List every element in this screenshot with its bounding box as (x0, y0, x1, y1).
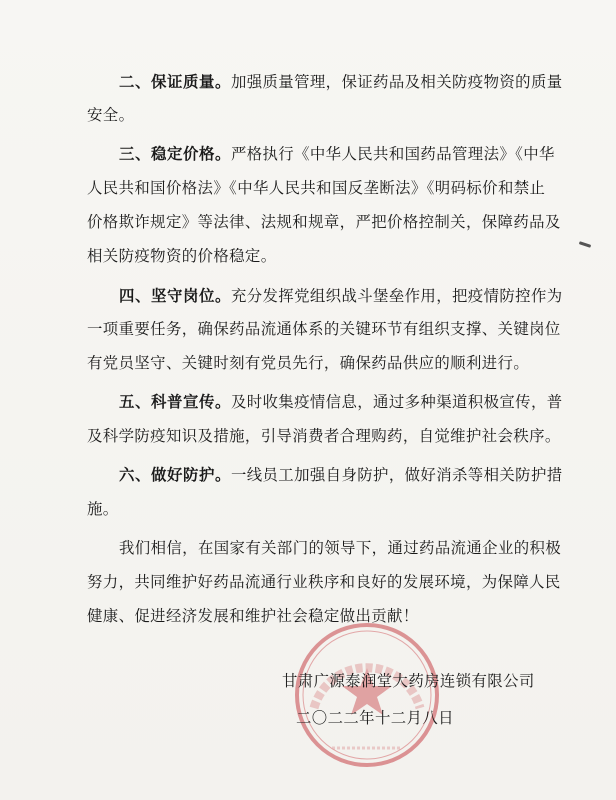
section-quality-heading: 二、保证质量。 (119, 73, 231, 91)
section-price-line-3: 价格欺诈规定》等法律、法规和规章，严把价格控制关，保障药品及 (87, 213, 561, 231)
section-science-line-2: 及科学防疫知识及措施，引导消费者合理购药，自觉维护社会秩序。 (87, 427, 561, 445)
section-price-line-2: 人民共和国价格法》《中华人民共和国反垄断法》《明码标价和禁止 (87, 179, 546, 197)
section-protection-line-2: 施。 (87, 500, 119, 518)
section-post-line-1 (119, 280, 563, 313)
section-quality-line-1 (119, 66, 563, 99)
section-science-heading: 五、科普宣传。 (119, 393, 231, 411)
section-price-line-4: 相关防疫物资的价格稳定。 (87, 247, 277, 265)
section-protection-text-1: 一线员工加强自身防护，做好消杀等相关防护措 (230, 466, 563, 484)
section-post-line-2: 一项重要任务，确保药品流通体系的关键环节有组织支撑、关键岗位 (87, 320, 561, 338)
section-price-heading: 三、稳定价格。 (119, 145, 231, 163)
scan-mark (579, 241, 591, 248)
section-quality-text-1: 加强质量管理，保证药品及相关防疫物资的质量 (230, 73, 563, 91)
section-protection-line-1 (119, 459, 563, 492)
section-price-text-1: 严格执行《中华人民共和国药品管理法》《中华 (230, 145, 555, 163)
section-science-text-1: 及时收集疫情信息，通过多种渠道积极宣传，普 (230, 393, 563, 411)
section-post-heading: 四、坚守岗位。 (119, 287, 231, 305)
section-science-line-1 (119, 386, 563, 419)
official-seal (292, 620, 442, 770)
section-quality-line-2: 安全。 (87, 106, 135, 124)
company-name: 甘肃广源泰润堂大药房连锁有限公司 (282, 672, 535, 690)
closing-line-1: 我们相信，在国家有关部门的领导下，通过药品流通企业的积极 (119, 539, 562, 557)
section-post-line-3: 有党员坚守、关键时刻有党员先行，确保药品供应的顺利进行。 (87, 354, 530, 372)
section-price-line-1 (119, 138, 555, 171)
section-post-text-1: 充分发挥党组织战斗堡垒作用，把疫情防控作为 (230, 287, 563, 305)
section-protection-heading: 六、做好防护。 (119, 466, 231, 484)
closing-line-3: 健康、促进经济发展和维护社会稳定做出贡献！ (87, 607, 419, 625)
signature-date: 二〇二二年十二月八日 (296, 709, 454, 727)
closing-line-2: 努力，共同维护好药品流通行业秩序和良好的发展环境，为保障人民 (87, 573, 561, 591)
